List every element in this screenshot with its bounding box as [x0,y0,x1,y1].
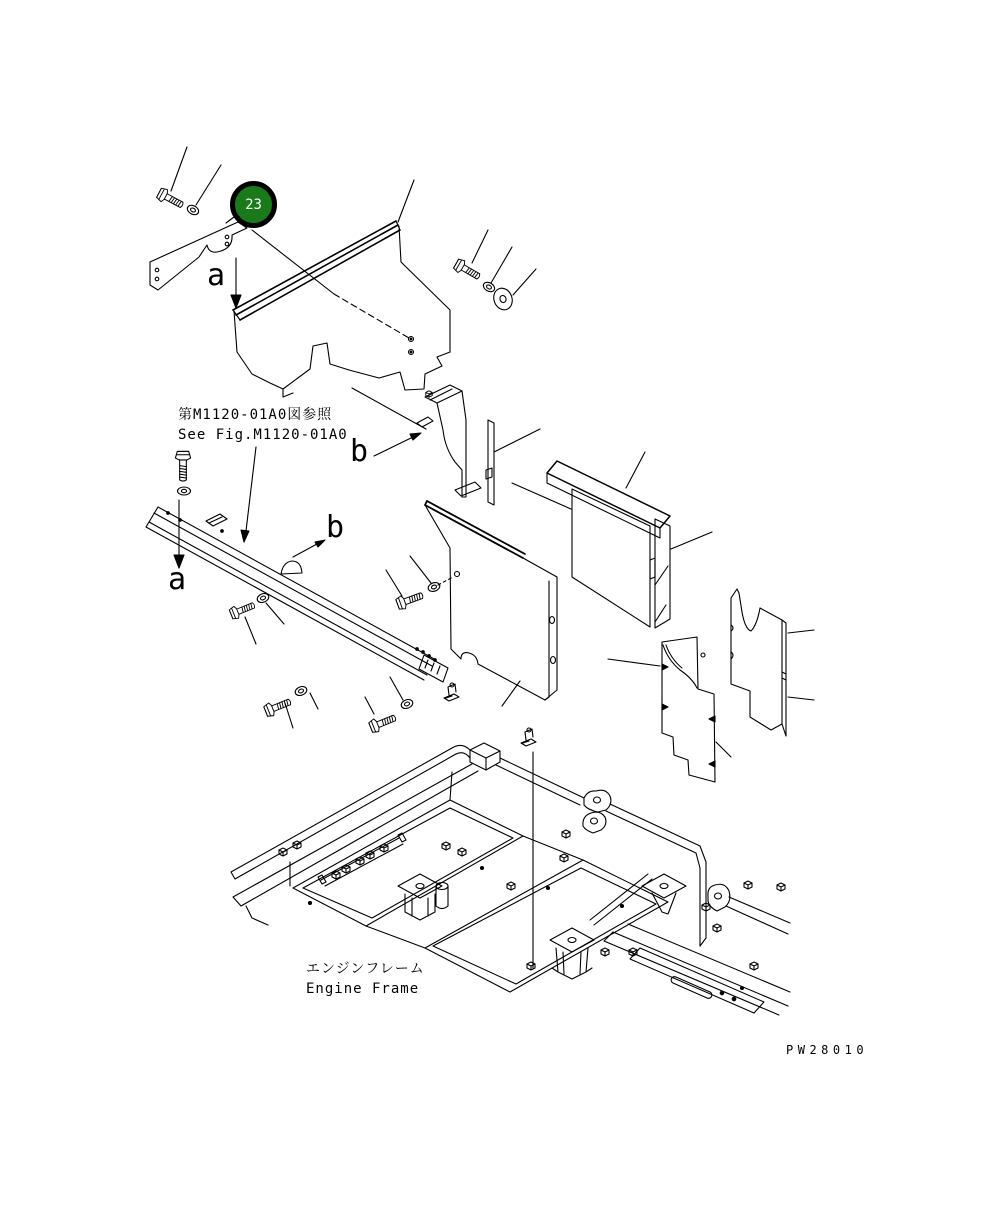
tall-panel [547,461,670,628]
drawing-number: PW28010 [786,1043,869,1057]
part-balloon-23[interactable] [230,181,277,228]
mounting-clips [444,683,536,746]
middle-bracket [417,385,494,505]
sheet-panel [662,637,715,782]
top-cover-panel [233,221,450,397]
engine-frame-caption [306,959,425,999]
view-label-a-2: a [168,562,187,597]
view-label-b-2: b [326,510,345,545]
caption-ja: エンジンフレーム [306,961,425,977]
center-panel [425,501,557,700]
caption-en: Engine Frame [306,981,420,997]
reference-note-en: See Fig.M1120-01A0 [178,427,348,443]
bracket-part [150,222,247,293]
reference-note-ja: 第M1120-01A0図参照 [178,407,333,423]
leader-lines [171,147,814,968]
view-label-a-1: a [207,258,226,293]
view-label-b-1: b [350,434,369,469]
notched-panel [731,589,786,736]
part-balloon-number: 23 [245,196,262,213]
support-rail [146,507,448,682]
reference-note [178,405,348,445]
